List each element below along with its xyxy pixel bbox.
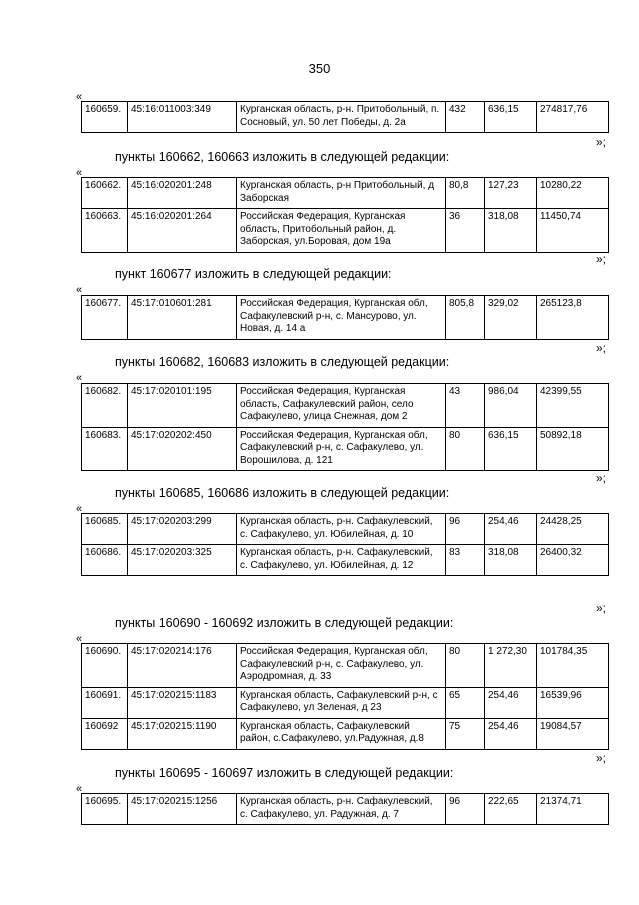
address: Российская Федерация, Курганская область, Сафакулевский район, село Сафакулево, улица Снежная, дом 2 — [237, 384, 446, 428]
row-number: 160695. — [82, 794, 128, 825]
register-table — [81, 513, 609, 576]
row-number: 160686. — [82, 545, 128, 576]
close-quote: »; — [596, 601, 607, 615]
row-number: 160682. — [82, 384, 128, 428]
address: Курганская область, р-н. Притобольный, п. Сосновый, ул. 50 лет Победы, д. 2а — [237, 102, 446, 133]
rate: 318,08 — [485, 545, 537, 576]
cadastral-number: 45:17:020215:1256 — [128, 794, 237, 825]
value: 26400,32 — [537, 545, 609, 576]
open-quote: « — [76, 91, 83, 103]
table-row — [82, 384, 609, 428]
table-row — [82, 102, 609, 133]
page-number: 350 — [308, 61, 331, 76]
cadastral-number: 45:16:011003:349 — [128, 102, 237, 133]
value: 10280,22 — [537, 178, 609, 209]
table-row — [82, 794, 609, 825]
rate: 1 272,30 — [485, 644, 537, 688]
row-number: 160690. — [82, 644, 128, 688]
area: 432 — [446, 102, 485, 133]
cadastral-number: 45:17:020214:176 — [128, 644, 237, 688]
value: 24428,25 — [537, 514, 609, 545]
area: 43 — [446, 384, 485, 428]
value: 265123,8 — [537, 296, 609, 340]
address: Курганская область, р-н. Сафакулевский, с. Сафакулево, ул. Юбилейная, д. 10 — [237, 514, 446, 545]
cadastral-number: 45:16:020201:264 — [128, 209, 237, 253]
row-number: 160691. — [82, 687, 128, 718]
value: 11450,74 — [537, 209, 609, 253]
rate: 318,08 — [485, 209, 537, 253]
table-row — [82, 427, 609, 471]
table-row — [82, 209, 609, 253]
open-quote: « — [76, 783, 83, 795]
table-row — [82, 178, 609, 209]
row-number: 160683. — [82, 427, 128, 471]
amendment-instruction: пункт 160677 изложить в следующей редакции: — [115, 267, 392, 281]
open-quote: « — [76, 372, 83, 384]
row-number: 160663. — [82, 209, 128, 253]
cadastral-number: 45:17:020215:1183 — [128, 687, 237, 718]
open-quote: « — [76, 284, 83, 296]
table-row — [82, 718, 609, 749]
row-number: 160662. — [82, 178, 128, 209]
address: Курганская область, р-н. Сафакулевский, с. Сафакулево, ул. Радужная, д. 7 — [237, 794, 446, 825]
register-table — [81, 295, 609, 340]
area: 65 — [446, 687, 485, 718]
area: 96 — [446, 794, 485, 825]
rate: 254,46 — [485, 514, 537, 545]
rate: 254,46 — [485, 718, 537, 749]
amendment-instruction: пункты 160690 - 160692 изложить в следующей редакции: — [115, 616, 454, 630]
register-table — [81, 177, 609, 253]
cadastral-number: 45:17:020101:195 — [128, 384, 237, 428]
row-number: 160692 — [82, 718, 128, 749]
amendment-instruction: пункты 160662, 160663 изложить в следующей редакции: — [115, 150, 450, 164]
rate: 636,15 — [485, 427, 537, 471]
cadastral-number: 45:17:020203:325 — [128, 545, 237, 576]
rate: 636,15 — [485, 102, 537, 133]
amendment-instruction: пункты 160682, 160683 изложить в следующей редакции: — [115, 355, 450, 369]
register-table — [81, 643, 609, 750]
register-table — [81, 101, 609, 133]
close-quote: »; — [596, 471, 607, 485]
cadastral-number: 45:16:020201:248 — [128, 178, 237, 209]
table-row — [82, 514, 609, 545]
open-quote: « — [76, 503, 83, 515]
address: Российская Федерация, Курганская область, Притобольный район, д. Заборская, ул.Боровая, дом 19а — [237, 209, 446, 253]
area: 83 — [446, 545, 485, 576]
cadastral-number: 45:17:020202:450 — [128, 427, 237, 471]
value: 274817,76 — [537, 102, 609, 133]
area: 80,8 — [446, 178, 485, 209]
rate: 222,65 — [485, 794, 537, 825]
row-number: 160677. — [82, 296, 128, 340]
row-number: 160659. — [82, 102, 128, 133]
area: 96 — [446, 514, 485, 545]
rate: 254,46 — [485, 687, 537, 718]
table-row — [82, 296, 609, 340]
area: 805,8 — [446, 296, 485, 340]
register-table — [81, 383, 609, 471]
area: 75 — [446, 718, 485, 749]
rate: 986,04 — [485, 384, 537, 428]
table-row — [82, 545, 609, 576]
cadastral-number: 45:17:010601:281 — [128, 296, 237, 340]
close-quote: »; — [596, 252, 607, 266]
cadastral-number: 45:17:020203:299 — [128, 514, 237, 545]
open-quote: « — [76, 167, 83, 179]
address: Курганская область, р-н. Сафакулевский, с. Сафакулево, ул. Юбилейная, д. 12 — [237, 545, 446, 576]
address: Курганская область, Сафакулевский р-н, с Сафакулево, ул Зеленая, д 23 — [237, 687, 446, 718]
close-quote: »; — [596, 751, 607, 765]
rate: 127,23 — [485, 178, 537, 209]
amendment-instruction: пункты 160685, 160686 изложить в следующей редакции: — [115, 486, 450, 500]
amendment-instruction: пункты 160695 - 160697 изложить в следующей редакции: — [115, 766, 454, 780]
value: 21374,71 — [537, 794, 609, 825]
area: 80 — [446, 427, 485, 471]
address: Российская Федерация, Курганская обл, Сафакулевский р-н, с. Мансурово, ул. Новая, д. 14 а — [237, 296, 446, 340]
address: Российская Федерация, Курганская обл, Сафакулевский р-н, с. Сафакулево, ул. Ворошилова, д. 121 — [237, 427, 446, 471]
close-quote: »; — [596, 341, 607, 355]
cadastral-number: 45:17:020215:1190 — [128, 718, 237, 749]
area: 80 — [446, 644, 485, 688]
value: 19084,57 — [537, 718, 609, 749]
value: 50892,18 — [537, 427, 609, 471]
row-number: 160685. — [82, 514, 128, 545]
area: 36 — [446, 209, 485, 253]
value: 16539,96 — [537, 687, 609, 718]
value: 101784,35 — [537, 644, 609, 688]
close-quote: »; — [596, 135, 607, 149]
table-row — [82, 687, 609, 718]
open-quote: « — [76, 633, 83, 645]
address: Курганская область, р-н Притобольный, д Заборская — [237, 178, 446, 209]
table-row — [82, 644, 609, 688]
rate: 329,02 — [485, 296, 537, 340]
value: 42399,55 — [537, 384, 609, 428]
address: Российская Федерация, Курганская обл, Сафакулевский р-н, с. Сафакулево, ул. Аэродромная, д. 33 — [237, 644, 446, 688]
register-table — [81, 793, 609, 825]
address: Курганская область, Сафакулевский район, с.Сафакулево, ул.Радужная, д.8 — [237, 718, 446, 749]
